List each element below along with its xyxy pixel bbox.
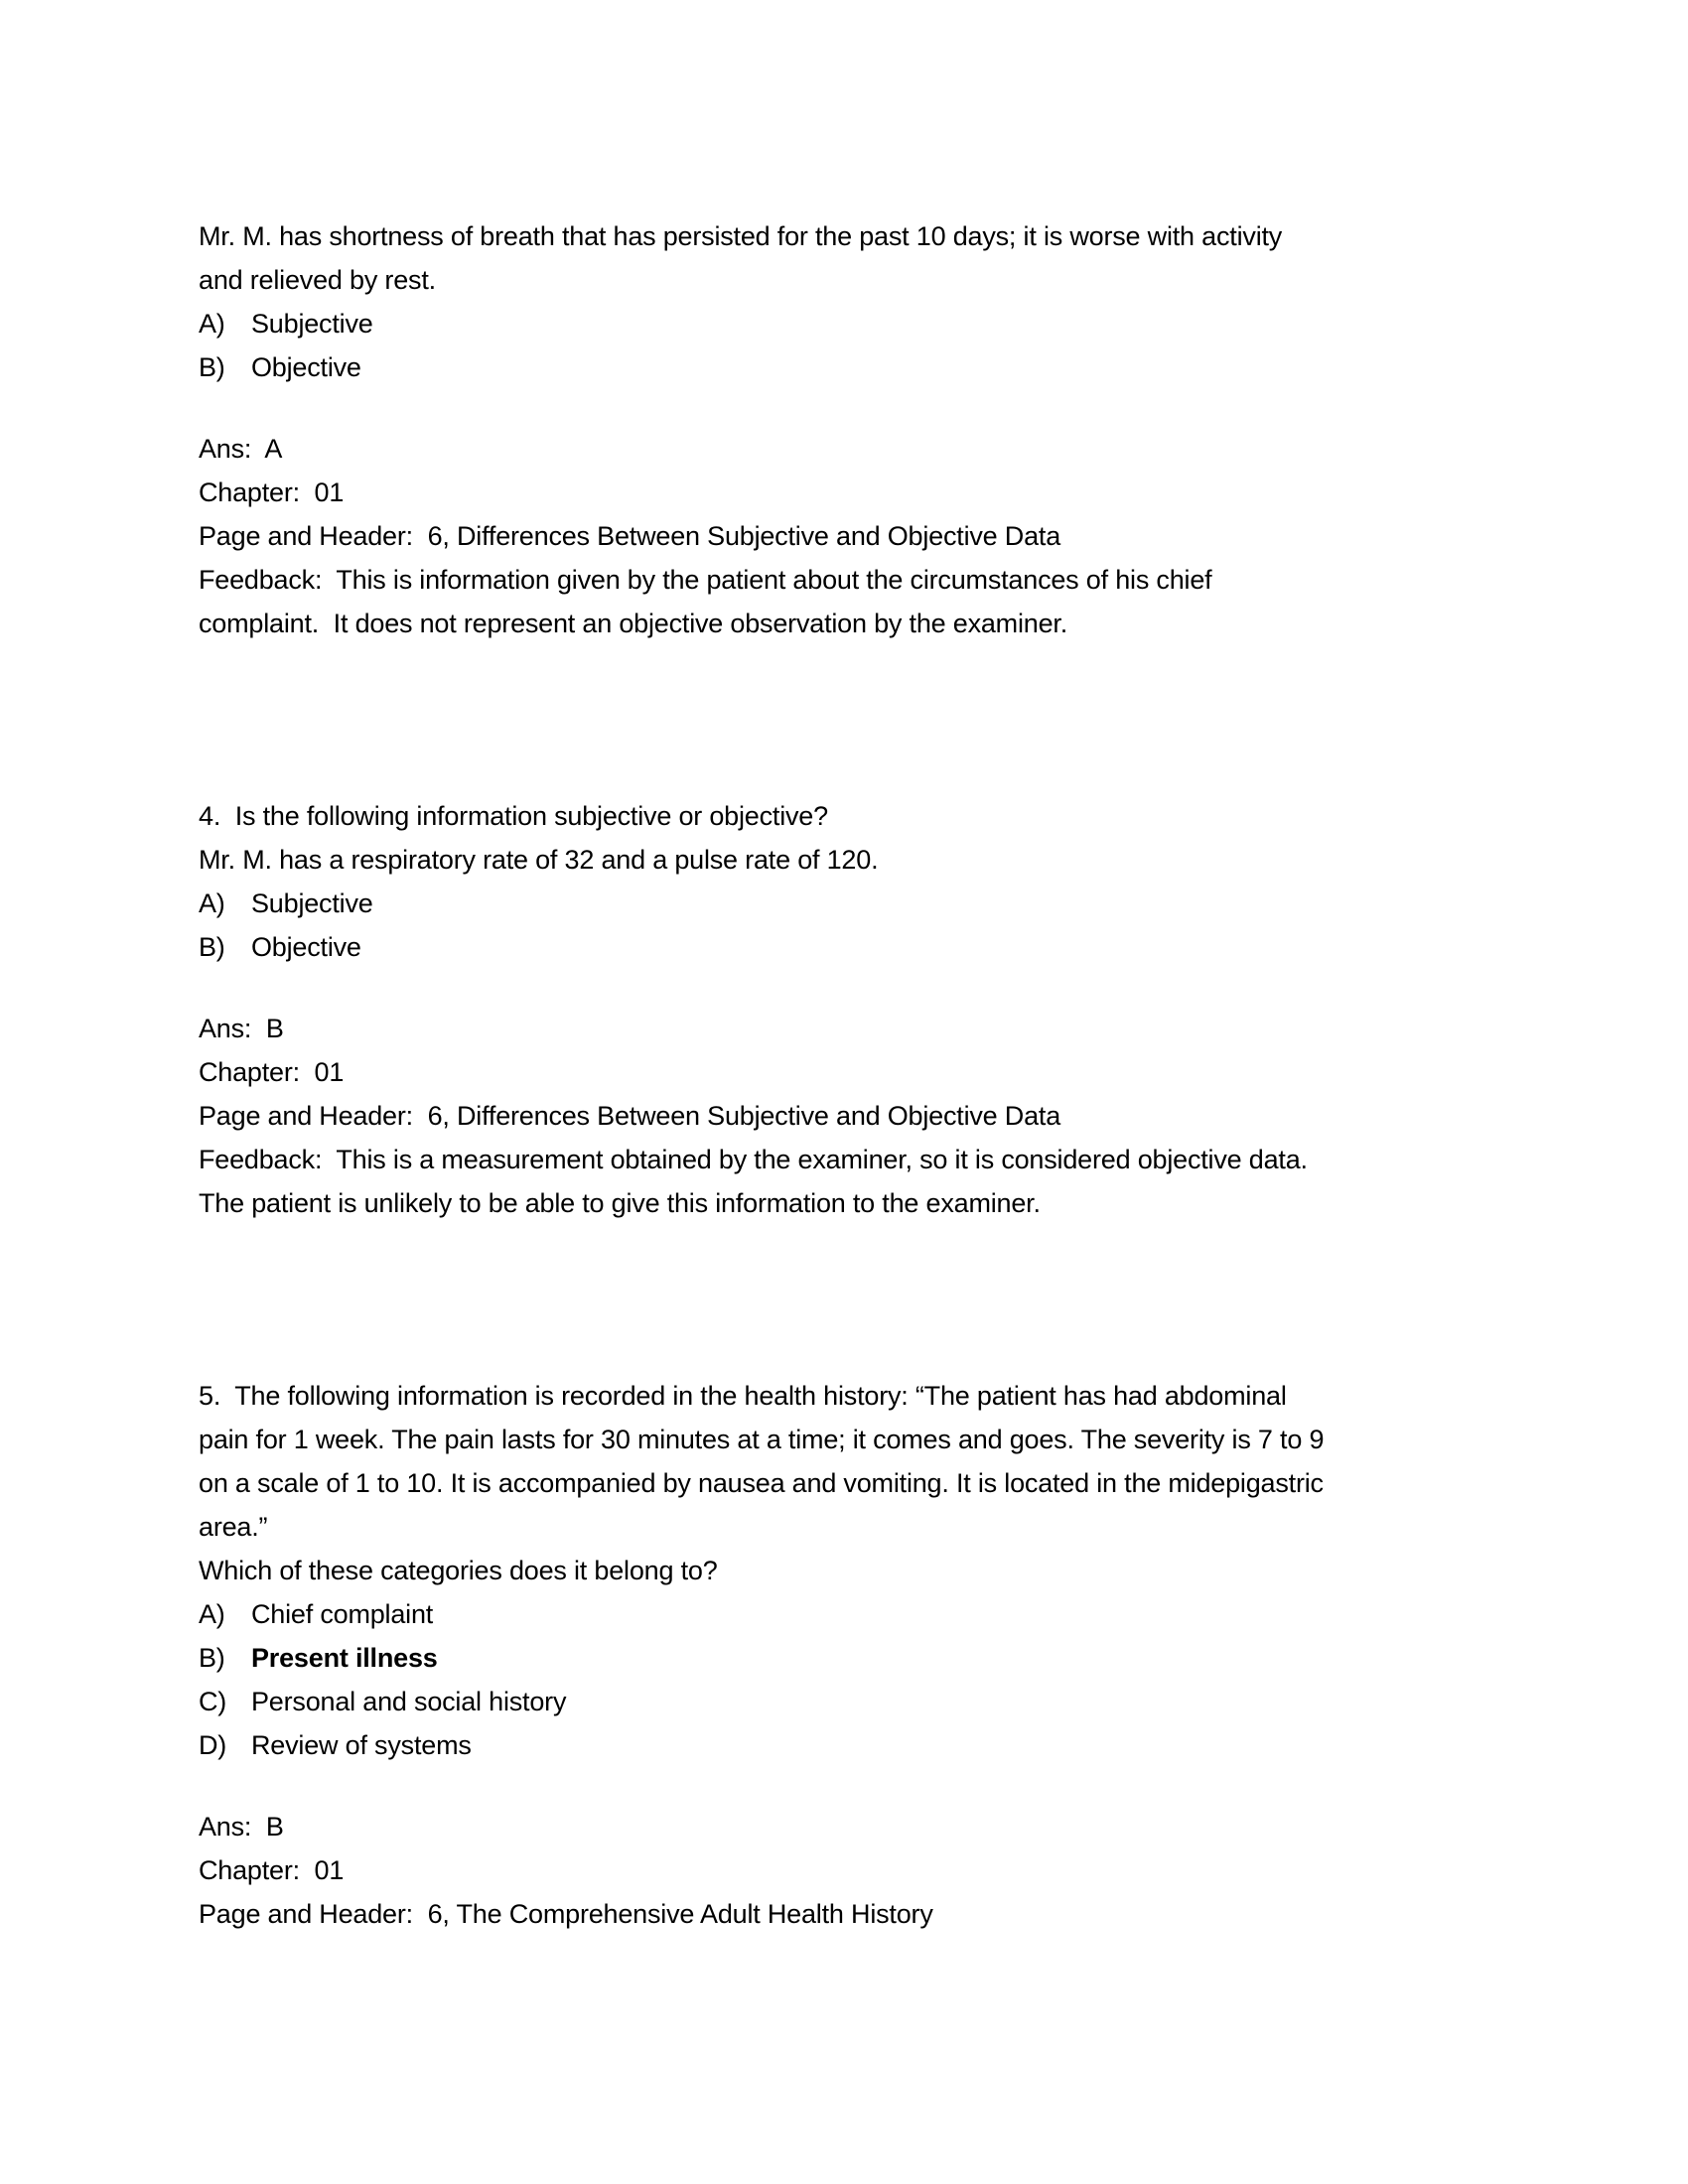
ans-line: Ans: B bbox=[199, 1812, 284, 1842]
question-stem-line: 4. Is the following information subjective or objective? bbox=[199, 801, 828, 831]
page-and-header-line: Page and Header: 6, Differences Between Subjective and Objective Data bbox=[199, 1101, 1061, 1131]
option-text: Personal and social history bbox=[251, 1687, 567, 1716]
question-stem-line: pain for 1 week. The pain lasts for 30 minutes at a time; it comes and goes. The severity is 7 to 9 bbox=[199, 1425, 1325, 1454]
question-stem-line: area.” bbox=[199, 1512, 268, 1542]
page-and-header-line: Page and Header: 6, Differences Between Subjective and Objective Data bbox=[199, 521, 1061, 551]
question-block-3 bbox=[199, 214, 1509, 645]
option-letter: B) bbox=[199, 352, 225, 382]
option-letter: A) bbox=[199, 888, 225, 918]
question-stem-line: Which of these categories does it belong to? bbox=[199, 1556, 718, 1585]
question-block-4 bbox=[199, 794, 1509, 1225]
chapter-line: Chapter: 01 bbox=[199, 478, 345, 507]
option-text: Objective bbox=[251, 352, 361, 382]
chapter-line: Chapter: 01 bbox=[199, 1057, 345, 1087]
question-stem-line: 5. The following information is recorded in the health history: “The patient has had abdominal bbox=[199, 1381, 1287, 1411]
blank-line bbox=[199, 969, 1509, 1007]
option-text: Subjective bbox=[251, 888, 373, 918]
page-and-header-line: Page and Header: 6, The Comprehensive Adult Health History bbox=[199, 1899, 933, 1929]
blank-line bbox=[199, 1767, 1509, 1805]
answer-option-a bbox=[199, 882, 1509, 925]
question-stem-line: and relieved by rest. bbox=[199, 265, 436, 295]
ans-line: Ans: B bbox=[199, 1014, 284, 1043]
block-gap bbox=[199, 1225, 1509, 1374]
answer-option-d bbox=[199, 1723, 1509, 1767]
answer-option-a bbox=[199, 1592, 1509, 1636]
option-text: Present illness bbox=[251, 1643, 438, 1673]
feedback-continuation-line: The patient is unlikely to be able to give this information to the examiner. bbox=[199, 1188, 1041, 1218]
option-letter: A) bbox=[199, 1599, 225, 1629]
blank-line bbox=[199, 389, 1509, 427]
option-text: Review of systems bbox=[251, 1730, 472, 1760]
option-letter: D) bbox=[199, 1730, 227, 1760]
question-stem-line: on a scale of 1 to 10. It is accompanied by nausea and vomiting. It is located in the midepigastric bbox=[199, 1468, 1324, 1498]
answer-option-c bbox=[199, 1680, 1509, 1723]
answer-option-b bbox=[199, 345, 1509, 389]
option-letter: B) bbox=[199, 1643, 225, 1673]
answer-option-a bbox=[199, 302, 1509, 345]
answer-option-b-correct bbox=[199, 1636, 1509, 1680]
feedback-line: Feedback: This is information given by the patient about the circumstances of his chief bbox=[199, 565, 1212, 595]
option-text: Subjective bbox=[251, 309, 373, 339]
feedback-continuation-line: complaint. It does not represent an objective observation by the examiner. bbox=[199, 609, 1068, 638]
question-block-5 bbox=[199, 1374, 1509, 1936]
ans-line: Ans: A bbox=[199, 434, 283, 464]
option-text: Chief complaint bbox=[251, 1599, 434, 1629]
feedback-line: Feedback: This is a measurement obtained by the examiner, so it is considered objective data. bbox=[199, 1145, 1308, 1174]
question-stem-line: Mr. M. has shortness of breath that has persisted for the past 10 days; it is worse with activity bbox=[199, 221, 1283, 251]
option-text: Objective bbox=[251, 932, 361, 962]
chapter-line: Chapter: 01 bbox=[199, 1855, 345, 1885]
option-letter: B) bbox=[199, 932, 225, 962]
option-letter: C) bbox=[199, 1687, 227, 1716]
option-letter: A) bbox=[199, 309, 225, 339]
block-gap bbox=[199, 645, 1509, 794]
answer-option-b bbox=[199, 925, 1509, 969]
question-stem-line: Mr. M. has a respiratory rate of 32 and a pulse rate of 120. bbox=[199, 845, 879, 875]
